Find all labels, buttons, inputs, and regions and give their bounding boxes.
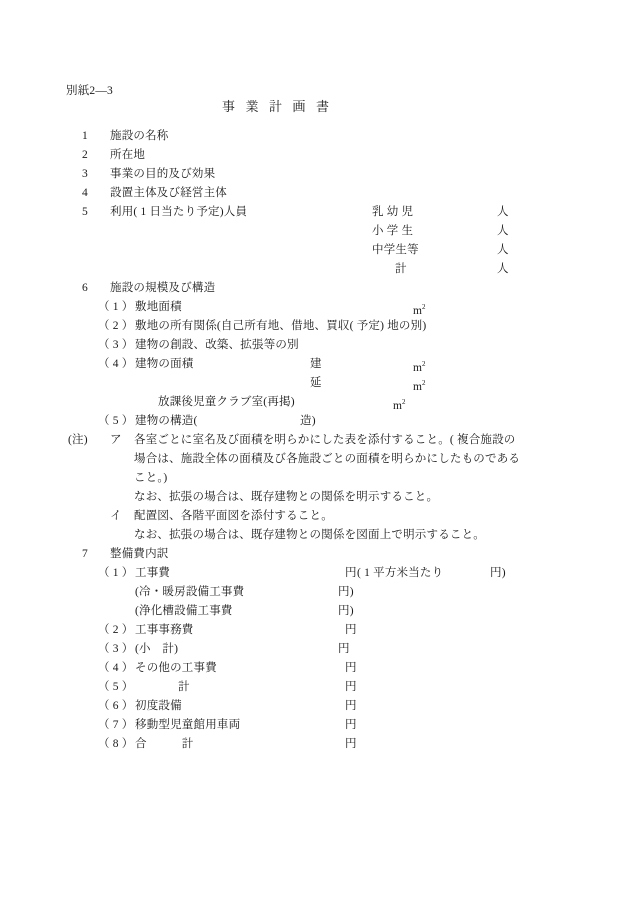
scale-label-3: 建物の創設、改築、拡張等の別	[135, 339, 299, 351]
section-number-7: 7	[82, 548, 88, 560]
attendance-label-total: 計	[395, 263, 407, 275]
unit-area-exponent: 2	[401, 398, 406, 406]
cost-unit-8: 円	[345, 738, 357, 750]
cost-label-6: 初度設備	[135, 700, 182, 712]
attendance-unit-juniorhigh: 人	[497, 244, 509, 256]
cost-unit-4: 円	[345, 662, 357, 674]
scale-marker-1: （ 1 ）	[98, 301, 134, 313]
cost-unit-septic: 円)	[338, 605, 354, 617]
area-unit-building	[413, 358, 425, 375]
note-marker-a: ア	[110, 434, 122, 446]
scale-label-2: 敷地の所有関係(自己所有地、借地、買収( 予定) 地の別)	[135, 320, 427, 332]
section-label-7: 整備費内訳	[110, 548, 169, 560]
area-unit-total-floor	[413, 377, 425, 394]
unit-area-exponent: 2	[421, 303, 426, 311]
section-number-3: 3	[82, 168, 88, 180]
attendance-unit-total: 人	[497, 263, 509, 275]
section-label-3: 事業の目的及び効果	[110, 168, 216, 180]
scale-label-5: 建物の構造(	[135, 415, 198, 427]
cost-label-5: 計	[178, 681, 190, 693]
scale-marker-3: （ 3 ）	[98, 339, 134, 351]
cost-label-8: 合 計	[135, 738, 194, 750]
cost-label-7: 移動型児童館用車両	[135, 719, 241, 731]
scale-marker-2: （ 2 ）	[98, 320, 134, 332]
area-unit-afterschool-room	[393, 396, 405, 413]
section-number-4: 4	[82, 187, 88, 199]
unit-area-exponent: 2	[421, 379, 426, 387]
area-label-building: 建	[310, 358, 322, 370]
section-label-2: 所在地	[110, 149, 146, 161]
note-marker-i: イ	[110, 510, 122, 522]
section-number-1: 1	[82, 130, 88, 142]
cost-label-hvac: (冷・暖房設備工事費	[135, 586, 245, 598]
cost-label-3: (小 計)	[135, 643, 179, 655]
attendance-label-juniorhigh: 中学生等	[372, 244, 419, 256]
note-a-line-4: なお、拡張の場合は、既存建物との関係を明示すること。	[134, 491, 439, 503]
note-a-line-2: 場合は、施設全体の面積及び各施設ごとの面積を明らかにしたものである	[134, 453, 521, 465]
attendance-unit-elementary: 人	[497, 225, 509, 237]
note-i-line-1: 配置図、各階平面図を添付すること。	[134, 510, 333, 522]
unit-area-exponent: 2	[421, 360, 426, 368]
note-i-line-2: なお、拡張の場合は、既存建物との関係を図面上で明示すること。	[134, 529, 485, 541]
scale-marker-5: （ 5 ）	[98, 415, 134, 427]
cost-unit-7: 円	[345, 719, 357, 731]
cost-unit-2: 円	[345, 624, 357, 636]
form-label: 別紙2—3	[66, 85, 113, 97]
cost-label-1: 工事費	[135, 567, 171, 579]
section-label-4: 設置主体及び経営主体	[110, 187, 227, 199]
section-number-2: 2	[82, 149, 88, 161]
cost-marker-8: （ 8 ）	[98, 738, 134, 750]
cost-unit-3: 円	[338, 643, 350, 655]
scale-label-4: 建物の面積	[135, 358, 194, 370]
scale-label-5-tail: 造)	[300, 415, 316, 427]
cost-label-septic: (浄化槽設備工事費	[135, 605, 233, 617]
cost-unit-hvac: 円)	[338, 586, 354, 598]
section-number-6: 6	[82, 282, 88, 294]
cost-unit-5: 円	[345, 681, 357, 693]
area-label-afterschool-room: 放課後児童クラブ室(再掲)	[158, 396, 295, 408]
scale-marker-4: （ 4 ）	[98, 358, 134, 370]
cost-marker-3: （ 3 ）	[98, 643, 134, 655]
unit-area-base: m	[413, 304, 422, 317]
cost-unit-6: 円	[345, 700, 357, 712]
unit-area-base: m	[413, 361, 422, 374]
scale-unit-1	[413, 301, 425, 318]
scale-label-1: 敷地面積	[135, 301, 182, 313]
attendance-label-infant: 乳 幼 児	[372, 206, 414, 218]
cost-marker-2: （ 2 ）	[98, 624, 134, 636]
page-title: 事業計画書	[222, 99, 340, 114]
unit-area-base: m	[393, 399, 402, 412]
cost-marker-7: （ 7 ）	[98, 719, 134, 731]
cost-suffix-unit-1: 円)	[490, 567, 506, 579]
cost-marker-5: （ 5 ）	[98, 681, 134, 693]
area-label-total-floor: 延	[310, 377, 322, 389]
cost-label-4: その他の工事費	[135, 662, 217, 674]
section-number-5: 5	[82, 206, 88, 218]
cost-marker-4: （ 4 ）	[98, 662, 134, 674]
note-a-line-1: 各室ごとに室名及び面積を明らかにした表を添付すること。( 複合施設の	[134, 434, 516, 446]
cost-marker-6: （ 6 ）	[98, 700, 134, 712]
cost-suffix-1: ( 1 平方米当たり	[357, 567, 444, 579]
notes-marker: (注)	[68, 434, 88, 446]
unit-area-base: m	[413, 380, 422, 393]
note-a-line-3: こと。)	[134, 472, 168, 484]
cost-marker-1: （ 1 ）	[98, 567, 134, 579]
section-label-6: 施設の規模及び構造	[110, 282, 216, 294]
cost-unit-1: 円	[345, 567, 357, 579]
section-label-5: 利用( 1 日当たり予定)人員	[110, 206, 248, 218]
attendance-label-elementary: 小 学 生	[372, 225, 414, 237]
attendance-unit-infant: 人	[497, 206, 509, 218]
section-label-1: 施設の名称	[110, 130, 169, 142]
cost-label-2: 工事事務費	[135, 624, 194, 636]
